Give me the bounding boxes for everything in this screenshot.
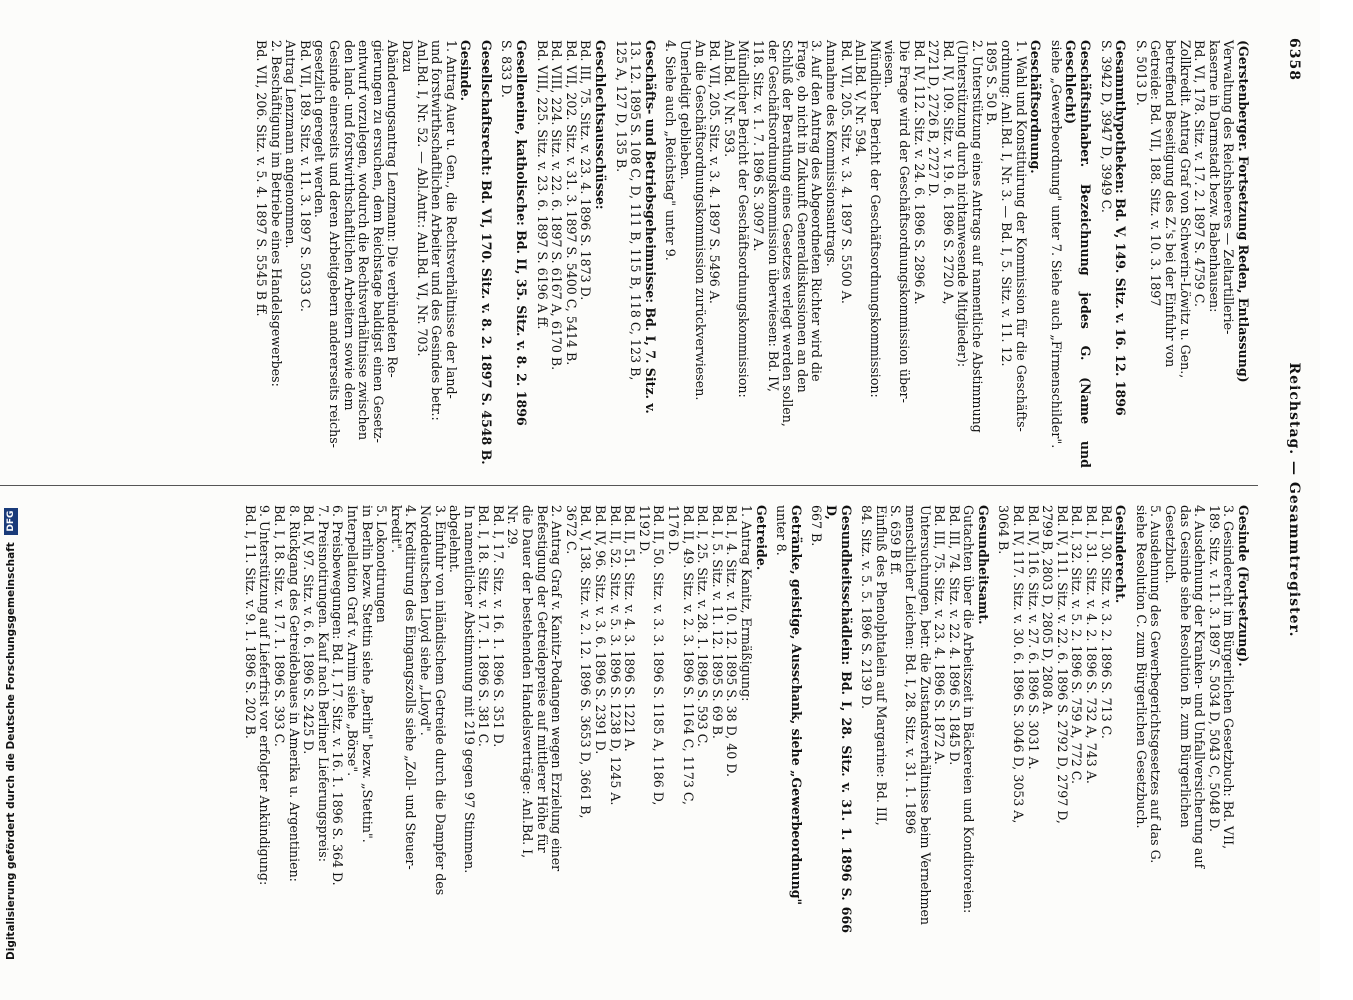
entry-line: Bd. III, 75. Sitz. v. 23. 4. 1896 S. 1873 D. — [578, 40, 594, 301]
entry-line: 6. Preisbewegungen: Bd. I, 17. Sitz. v. 16. 1. 1896 S. 364 D. — [330, 505, 346, 886]
entry-line: 3064 B. — [996, 505, 1012, 555]
entry-line: Bd. IV, 116. Sitz. v. 27. 6. 1896 S. 3031 A. — [1025, 505, 1041, 770]
entry-line: S. 5013 D. — [1133, 40, 1149, 106]
entry-line: Bd. I, 4. Sitz. v. 10. 12. 1895 S. 38 D, 40 D. — [724, 505, 740, 777]
entry-heading: Gesundheitsamt. — [975, 505, 991, 625]
entry-line: 1176 D. — [666, 505, 682, 555]
entry-line: Bd. I, 25. Sitz. v. 28. 1. 1896 S. 593 C. — [695, 505, 711, 747]
register-entry — [253, 40, 472, 468]
entry-line: S. 833 D. — [499, 40, 515, 98]
entry-line: 13. 12. 1895 S. 108 C, D, 111 B, 115 B, 118 C, 123 B, — [628, 40, 644, 381]
entry-line: Zollkredit. Antrag Graf von Schwerin-Löwitz u. Gen., — [1177, 40, 1193, 379]
entry-line: Bd. VIII, 224. Sitz. v. 22. 6. 1897 S. 6167 A, 6170 B. — [549, 40, 565, 371]
entry-line: Bd. VIII, 225. Sitz. v. 23. 6. 1897 S. 6196 A ff. — [534, 40, 550, 330]
entry-line: Gesinde einerseits und deren Arbeitgebern andererseits reichs- — [326, 40, 342, 448]
entry-line: ordnung: Anl.Bd. I, Nr. 3. — Bd. I, 5. Sitz. v. 11. 12. — [999, 40, 1015, 367]
entry-heading: Gesinderecht. — [1113, 505, 1129, 604]
entry-line: Bd. VII, 205. Sitz. v. 3. 4. 1897 S. 5500 A. — [838, 40, 854, 304]
entry-line: 7. Preisnotirungen. Kauf nach Berliner Lieferungspreis: — [315, 505, 331, 862]
entry-line: Schluß der Berathung eines Gesetzes verlegt werden sollen, — [780, 40, 796, 427]
entry-line: Dazu — [399, 40, 415, 73]
entry-line: 4. Kreditirung des Eingangszolls siehe „Zoll- und Steuer- — [403, 505, 419, 870]
entry-line: 4. Siehe auch „Reichstag" unter 9. — [663, 40, 679, 261]
entry-line: 5. Lokonotirungen — [374, 505, 390, 623]
entry-line: Bd. II, 51. Sitz. v. 4. 3. 1896 S. 1221 A. — [622, 505, 638, 752]
entry-line: Bd. IV, 109. Sitz. v. 19. 6. 1896 S. 2720 A, — [940, 40, 956, 305]
entry-line: Bd. VII, 202. Sitz. v. 31. 3. 1897 S. 5400 C, 5414 B. — [563, 40, 579, 366]
entry-line: Bd. III, 74. Sitz. v. 22. 4. 1896 S. 1845 D. — [946, 505, 962, 766]
entry-line: gierungen zu ersuchen, dem Reichstage baldigst einen Gesetz- — [370, 40, 386, 443]
entry-line: Verwaltung des Reichsheeres — Zeltartillerie- — [1221, 40, 1237, 335]
entry-line: kaserne in Darmstadt bezw. Babenhausen: — [1206, 40, 1222, 313]
register-entry — [534, 40, 607, 468]
entry-line: Bd. II, 50. Sitz. v. 3. 3. 1896 S. 1185 A, 1186 D, — [651, 505, 667, 806]
entry-line: siehe Resolution C. zum Bürgerlichen Gesetzbuch. — [1133, 505, 1149, 829]
entry-line: An die Geschäftsordnungskommission zurückverwiesen. — [692, 40, 708, 401]
entry-line: Mündlicher Bericht der Geschäftsordnungskommission: — [736, 40, 752, 398]
entry-line: Bd. I, 30. Sitz. v. 3. 2. 1896 S. 713 C. — [1098, 505, 1114, 739]
register-entry — [1133, 40, 1250, 468]
entry-line: unter 8. — [774, 505, 790, 556]
register-entry — [859, 505, 990, 933]
register-entry — [774, 505, 803, 933]
entry-line: 3672 C. — [563, 505, 579, 555]
entry-line: 2. Unterstützung eines Antrags auf namentliche Abstimmung — [969, 40, 985, 433]
entry-line: 3. Gesinderecht im Bürgerlichen Gesetzbuch: Bd. VII, — [1221, 505, 1237, 850]
register-entry — [242, 505, 767, 933]
entry-line: 4. Ausdehnung der Kranken- und Unfallversicherung auf — [1192, 505, 1208, 869]
entry-line: 667 B. — [809, 505, 825, 547]
entry-line: Bd. III, 75. Sitz. v. 23. 4. 1896 S. 1872 A. — [932, 505, 948, 765]
entry-line: Bd. II, 49. Sitz. v. 2. 3. 1896 S. 1164 C, 1173 C, — [680, 505, 696, 806]
entry-line: der Geschäftsordnungskommission überwiesen: Bd. IV, — [765, 40, 781, 393]
right-column — [242, 505, 1251, 938]
entry-line: in Berlin bezw. Stettin siehe „Berlin" bezw. „Stettin". — [359, 505, 375, 843]
entry-line: 1895 S. 50 B. — [984, 40, 1000, 126]
entry-line: Bd. I, 32. Sitz. v. 5. 2. 1896 S. 759 A, 772 C. — [1069, 505, 1085, 784]
entry-line: (Unterstützung durch nichtanwesende Mitglieder): — [955, 40, 971, 368]
entry-line: Gesetzbuch. — [1163, 505, 1179, 584]
page-header — [1270, 0, 1320, 1000]
register-entry — [1098, 40, 1127, 468]
entry-line: Annahme des Kommissionsantrags. — [823, 40, 839, 267]
entry-line: 3. Einfuhr von inländischem Getreide durch die Dampfer des — [432, 505, 448, 896]
entry-line: 84. Sitz. v. 5. 5. 1896 S. 2139 D. — [859, 505, 875, 709]
entry-heading: Getränke, geistige, Ausschank, siehe „Gewerbeordnung" — [788, 505, 804, 906]
entry-line: 5. Ausdehnung des Gewerbegerichtsgesetzes auf das G. — [1148, 505, 1164, 864]
entry-line: Untersuchungen, betr. die Zustandsverhältnisse beim Vernehmen — [917, 505, 933, 926]
entry-line: Anl.Bd. V, Nr. 593. — [721, 40, 737, 158]
left-column — [254, 40, 1251, 473]
column-divider — [0, 485, 1258, 486]
entry-line: entwurf vorzulegen, wodurch die Rechtsverhältnisse zwischen — [356, 40, 372, 441]
entry-line: Bd. IV, 117. Sitz. v. 30. 6. 1896 S. 3046 D, 3053 A, — [1011, 505, 1027, 824]
entry-line: kredit". — [388, 505, 404, 554]
entry-line: Bd. I, 17. Sitz. v. 16. 1. 1896 S. 351 D. — [490, 505, 506, 748]
entry-line: Bd. VII, 189. Sitz. v. 11. 3. 1897 S. 5033 C. — [297, 40, 313, 312]
entry-line: Anl.Bd. V, Nr. 594. — [853, 40, 869, 158]
entry-line: Bd. IV, 112. Sitz. v. 24. 6. 1896 S. 2896 A. — [911, 40, 927, 305]
dfg-logo: DFG — [4, 508, 18, 535]
entry-line: 2799 B, 2803 D, 2805 D, 2808 A. — [1040, 505, 1056, 715]
entry-line: 118. Sitz. v. 1. 7. 1896 S. 3097 A. — [751, 40, 766, 252]
entry-line: S. 659 B ff. — [888, 505, 904, 575]
entry-line: das Gesinde siehe Resolution B. zum Bürgerlichen — [1177, 505, 1193, 828]
entry-line: betreffend Beseitigung des Z.'s bei der Einfuhr von — [1163, 40, 1179, 368]
entry-line: 2. Antrag Graf v. Kanitz-Podangen wegen Erzielung einer — [549, 505, 565, 872]
entry-line: Bd. I, 18. Sitz. v. 17. 1. 1896 S. 393 C. — [272, 505, 287, 747]
entry-line: Norddeutschen Lloyd siehe „Lloyd". — [417, 505, 433, 736]
entry-line: Befestigung der Getreidepreise auf mittlerer Höhe für — [534, 505, 550, 853]
entry-line: 2. Beschäftigung im Betriebe eines Handelsgewerbes: — [268, 40, 284, 387]
entry-line: Bd. V, 138. Sitz. v. 2. 12. 1896 S. 3653 D, 3661 B, — [578, 505, 594, 819]
entry-line: 2721 D, 2726 B, 2727 D. — [926, 40, 942, 197]
entry-line: Bd. IV, 111. Sitz. v. 22. 6. 1896 S. 2792 D, 2797 D, — [1054, 505, 1070, 824]
entry-line: Interpellation Graf v. Arnim siehe „Börse". — [344, 505, 360, 777]
register-entry — [499, 40, 528, 468]
entry-line: Bd. VII, 206. Sitz. v. 5. 4. 1897 S. 5545 B ff. — [254, 40, 269, 317]
entry-line: 8. Rückgang des Getreidebaues in Amerika u. Argentinien: — [286, 505, 302, 882]
register-entry — [478, 40, 493, 468]
entry-line: die Dauer der bestehenden Handelsverträge: Anl.Bd. I, — [520, 505, 536, 859]
entry-line: Antrag Lenzmann angenommen. — [283, 40, 299, 249]
entry-line: 9. Unterstützung auf Lieferfrist vor erfolgter Ankündigung: — [257, 505, 273, 886]
entry-line: Abänderungsantrag Lenzmann: Die verbündeten Re- — [385, 40, 401, 378]
entry-line: 1. Antrag Auer u. Gen., die Rechtsverhältnisse der land- — [443, 40, 459, 399]
entry-heading: Gesinde (Fortsetzung). — [1236, 505, 1251, 667]
entry-line: Bd. I, 31. Sitz. v. 4. 2. 1896 S. 732 A, 743 A. — [1084, 505, 1100, 784]
register-entry — [996, 505, 1127, 933]
entry-line: Einfluß des Phenolphtalein auf Margarine: Bd. III, — [873, 505, 889, 826]
entry-line: Frage, ob nicht in Zukunft Generaldiskussionen an den — [794, 40, 810, 393]
entry-line: Unerledigt geblieben. — [678, 40, 694, 180]
entry-line: Die Frage wird der Geschäftsordnungskommission über- — [896, 40, 912, 403]
entry-line: In namentlicher Abstimmung mit 219 gegen 97 Stimmen. — [461, 505, 477, 874]
entry-line: Nr. 29. — [505, 505, 521, 549]
running-title: Reichstag. — Gesammtregister. — [1286, 362, 1302, 638]
entry-line: den land- und forstwirthschaftlichen Arbeitern sowie dem — [341, 40, 357, 411]
entry-line: 3. Auf den Antrag des Abgeordneten Richter wird die — [809, 40, 825, 382]
entry-line: 1. Wahl und Konstituirung der Kommission für die Geschäfts- — [1013, 40, 1029, 432]
register-entry — [1133, 505, 1250, 933]
register-entry — [663, 40, 1042, 468]
entry-line: Getreide: Bd. VII, 188. Sitz. v. 10. 3. 1897 — [1148, 40, 1164, 307]
entry-heading: Gesellschaftsrecht: Bd. VI, 170. Sitz. v. 8. 2. 1897 S. 4548 B. — [478, 40, 494, 465]
entry-line: 1192 D. — [636, 505, 652, 555]
entry-line: Gutachten über die Arbeitszeit in Bäckereien und Konditoreien: — [961, 505, 977, 914]
entry-line: 189. Sitz. v. 11. 3. 1897 S. 5034 D, 5043 C, 5048 D. — [1206, 505, 1222, 832]
page-number: 6358 — [1286, 38, 1302, 81]
entry-heading: Gesundheitsschädlein: Bd. I, 28. Sitz. v. 31. 1. 1896 S. 666 D, — [823, 505, 854, 938]
entry-heading: Gesinde. — [458, 40, 474, 102]
credit-text: Digitalisierung gefördert durch die Deutsche Forschungsgemeinschaft — [5, 542, 17, 960]
entry-heading: Geschäfts- und Betriebsgeheimnisse: Bd. I, 7. Sitz. v. — [642, 40, 658, 414]
entry-line: 125 A, 127 D, 135 B. — [613, 40, 629, 173]
entry-line: menschlicher Leichen: Bd. I, 28. Sitz. v. 31. 1. 1896 — [902, 505, 918, 835]
entry-heading: Geschäftsordnung. — [1028, 40, 1044, 174]
entry-heading: Geselleneine, katholische: Bd. II, 35. Sitz. v. 8. 2. 1896 — [514, 40, 530, 426]
entry-line: Bd. I, 18. Sitz. v. 17. 1. 1896 S. 381 C. — [476, 505, 492, 747]
entry-line: Bd. I, 5. Sitz. v. 11. 12. 1895 S. 69 B. — [709, 505, 725, 739]
entry-line: wiesen. — [882, 40, 898, 89]
entry-heading: Gesammthypotheken: Bd. V, 149. Sitz. v. 16. 12. 1896 — [1113, 40, 1129, 416]
entry-line: Bd. IV, 96. Sitz. v. 3. 6. 1896 S. 2391 D. — [593, 505, 609, 755]
entry-line: siehe „Gewerbeordnung" unter 7. Siehe auch „Firmenschilder". — [1048, 40, 1064, 449]
entry-heading: Geschäftsinhaber. Bezeichnung jedes G. (Name und Geschlecht) — [1063, 40, 1094, 473]
entry-line: Anl.Bd. I, Nr. 52. — Abl.Antr.: Anl.Bd. VI, Nr. 703. — [414, 40, 430, 357]
entry-line: Bd. IV, 97. Sitz. v. 6. 6. 1896 S. 2425 D. — [301, 505, 317, 755]
entry-line: gesetzlich geregelt werden. — [312, 40, 328, 218]
register-entry — [809, 505, 854, 938]
entry-line: Mündlicher Bericht der Geschäftsordnungskommission: — [867, 40, 883, 398]
entry-line: Bd. I, 11. Sitz. v. 9. 1. 1896 S. 202 B. — [242, 505, 258, 739]
entry-line: Bd. VI, 178. Sitz. v. 17. 2. 1897 S. 4759 C. — [1192, 40, 1208, 307]
entry-heading: (Gerstenberger. Fortsetzung Reden, Entlassung) — [1236, 40, 1251, 383]
register-entry — [1048, 40, 1094, 473]
entry-heading: Getreide. — [753, 505, 769, 571]
entry-line: und forstwirthschaftlichen Arbeiter und des Gesindes betr.: — [429, 40, 445, 421]
register-entry — [613, 40, 657, 468]
entry-line: abgelehnt. — [447, 505, 463, 573]
digitization-credit — [2, 0, 20, 1000]
entry-line: Bd. II, 52. Sitz. v. 5. 3. 1896 S. 1238 D, 1245 A. — [607, 505, 623, 806]
entry-line: Bd. VII, 205. Sitz. v. 3. 4. 1897 S. 5496 A. — [707, 40, 723, 304]
entry-line: S. 3942 D, 3947 D, 3949 C. — [1098, 40, 1114, 213]
entry-line: 1. Antrag Kanitz, Ermäßigung: — [739, 505, 754, 702]
entry-heading: Geschlechtsausschüsse: — [593, 40, 609, 210]
